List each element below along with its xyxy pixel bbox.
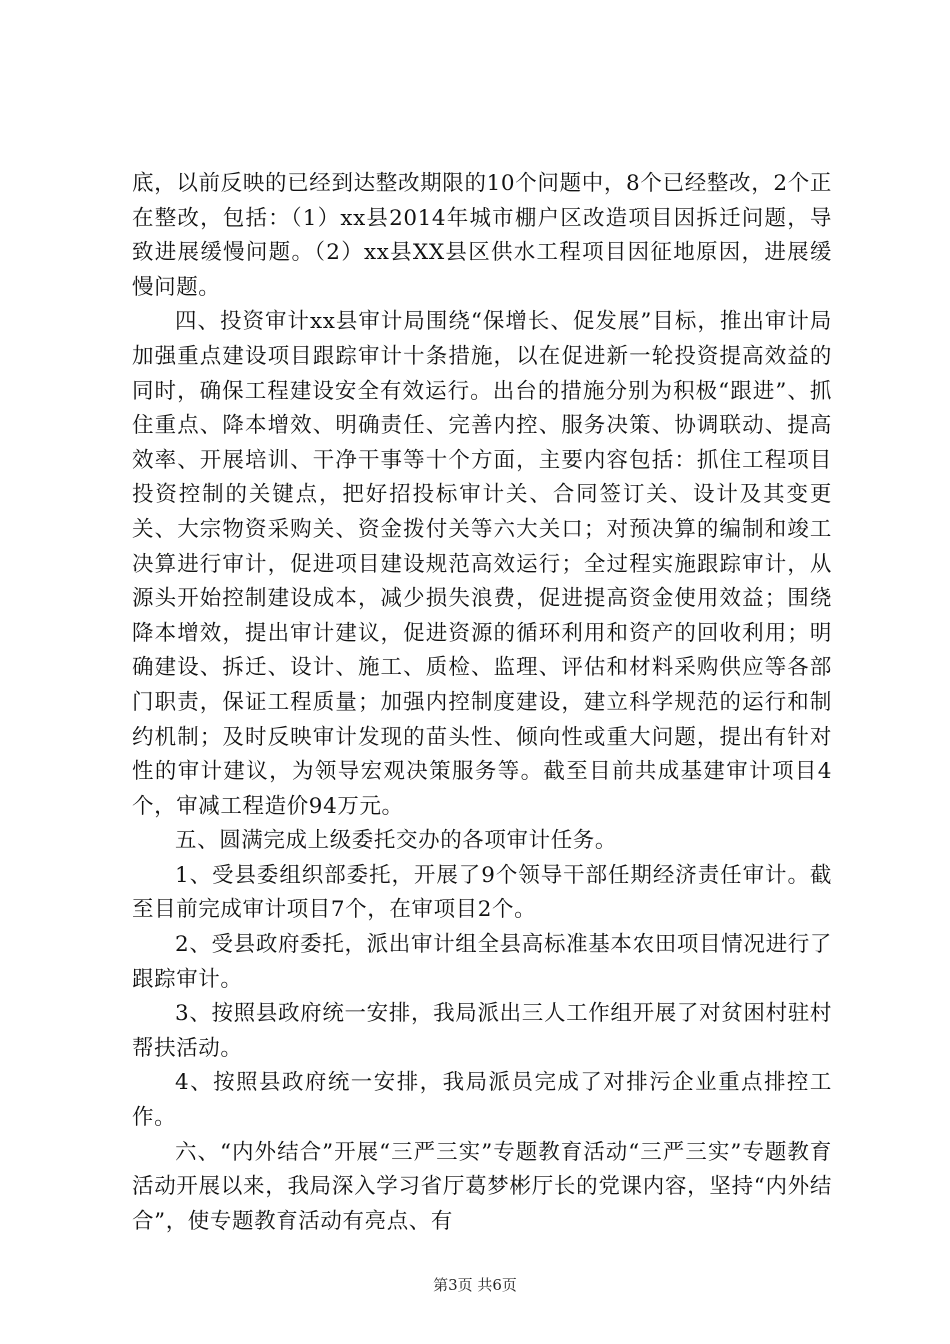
paragraph-8: 六、“内外结合”开展“三严三实”专题教育活动“三严三实”专题教育活动开展以来，我局深入学习省厅葛梦彬厅长的党课内容，坚持“内外结合”，使专题教育活动有亮点、有 — [132, 1139, 832, 1234]
paragraph-3: 五、圆满完成上级委托交办的各项审计任务。 — [175, 828, 618, 854]
paragraph-6: 3、按照县政府统一安排，我局派出三人工作组开展了对贫困村驻村帮扶活动。 — [132, 1001, 832, 1061]
paragraph-4: 1、受县委组织部委托，开展了9个领导干部任期经济责任审计。截至目前完成审计项目7个，在审项目2个。 — [132, 862, 832, 923]
paragraph-1: 底，以前反映的已经到达整改期限的10个问题中，8个已经整改，2个正在整改，包括：（1）xx县2014年城市棚户区改造项目因拆迁问题，导致进展缓慢问题。（2）xx县XX县区供水工程项目因征地原因，进展缓慢问题。 — [132, 171, 832, 300]
page-number-footer: 第3页 共6页 — [433, 1276, 517, 1294]
body-text — [132, 167, 832, 1239]
paragraph-2: 四、投资审计xx县审计局围绕“保增长、促发展”目标，推出审计局加强重点建设项目跟踪审计十条措施，以在促进新一轮投资提高效益的同时，确保工程建设安全有效运行。出台的措施分别为积极“跟进”、抓住重点、降本增效、明确责任、完善内控、服务决策、协调联动、提高效率、开展培训、干净干事等十个方面，主要内容包括：抓住工程项目投资控制的关键点，把好招投标审计关、合同签订关、设计及其变更关、大宗物资采购关、资金拨付关等六大关口；对预决算的编制和竣工决算进行审计，促进项目建设规范高效运行；全过程实施跟踪审计，从源头开始控制建设成本，减少损失浪费，促进提高资金使用效益；围绕降本增效，提出审计建议，促进资源的循环利用和资产的回收利用；明确建设、拆迁、设计、施工、质检、监理、评估和材料采购供应等各部门职责，保证工程质量；加强内控制度建设，建立科学规范的运行和制约机制；及时反映审计发现的苗头性、倾向性或重大问题，提出有针对性的审计建议，为领导宏观决策服务等。截至目前共成基建审计项目4个，审减工程造价94万元。 — [132, 309, 832, 819]
paragraph-5: 2、受县政府委托，派出审计组全县高标准基本农田项目情况进行了跟踪审计。 — [132, 932, 832, 992]
paragraph-7: 4、按照县政府统一安排，我局派员完成了对排污企业重点排控工作。 — [132, 1070, 832, 1131]
